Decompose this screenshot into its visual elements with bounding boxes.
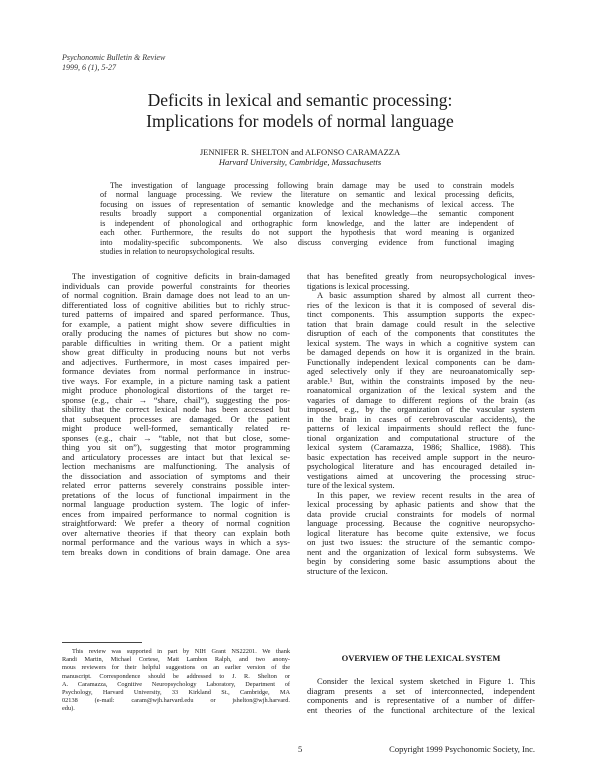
body-line: data provide crucial constraints for models of normal [307,508,535,519]
body-line: in the brain in cases of cerebrovascular accidents), the [307,413,535,424]
footnote [62,648,290,714]
body-line: ent theories of the functional architecture of the lexical [307,704,535,715]
body-line: tinct components. This assumption supports the expec- [307,309,535,319]
body-line: ries of the lexicon is that it is composed of several dis- [307,299,535,310]
journal-issue: 1999, 6 (1), 5-27 [62,63,116,72]
body-line: psychological literature and has encouraged detailed in- [307,461,535,471]
body-line: In this paper, we review recent results in the area of [317,489,535,500]
title-line-1: Deficits in lexical and semantic processing: [147,90,453,110]
body-line: A basic assumption shared by almost all current theo- [317,290,535,300]
footnote-line: manuscript. Correspondence should be addressed to J. R. Shelton or [62,672,290,680]
body-line: nent and the organization of lexical form subsystems. We [307,546,535,557]
authors: JENNIFER R. SHELTON and ALFONSO CARAMAZZA [199,147,401,157]
body-line: related error patterns severely constrains possible inter- [62,480,290,490]
footnote-line: 02138 (e-mail: caram@wjh.harvard.edu or jshelton@wjh.harvard. [62,697,290,705]
body-line: lexical processing by aphasic patients and show that the [307,499,535,509]
body-line: Consider the lexical system sketched in Figure 1. This [317,676,535,686]
body-line: begin by considering some basic assumptions about the [307,556,535,566]
footnote-line: mous reviewers for their helpful suggestions on an earlier version of the [62,664,290,672]
body-line: might produce well-formed, semantically related re- [62,423,290,433]
body-line: tation that brain damage could result in the selective [307,318,535,329]
abstract-line: each other. Furthermore, the results do not support the hypothesis that word meaning is organized [100,228,514,238]
body-line: on just two issues: the structure of the semantic compo- [307,537,535,547]
body-line: basic expectation has received ample support in the neuro- [307,451,535,462]
abstract-line: into modality-specific subcomponents. We also discuss converging evidence from functional imaging [100,237,514,247]
footnote-divider [62,642,142,643]
body-line: show great difficulty in producing nouns but not verbs [62,347,290,357]
body-line: that subsequent processes are damaged. Or the patient [62,413,290,424]
footnote-line: edu). [62,705,75,713]
body-line: logical literature has become quite extensive, we focus [307,527,535,538]
body-line: individuals can provide powerful constraints for theories [62,280,290,291]
body-line: disruption of each of the components that constitutes the [307,328,535,338]
paper-title [0,90,600,132]
footnote-line: This review was supported in part by NIH Grant NS22201. We thank [72,648,290,655]
body-left-column [62,272,290,557]
body-line: The investigation of cognitive deficits in brain-damaged [72,271,290,281]
body-line: language processing. Because the cognitive neuropsycho- [307,518,535,528]
body-line: tive ways. For example, in a picture naming task a patient [62,375,290,386]
body-right-column [307,272,535,576]
section-heading: OVERVIEW OF THE LEXICAL SYSTEM [341,653,501,663]
affiliation: Harvard University, Cambridge, Massachusetts [218,157,382,167]
section-body [307,677,535,715]
body-line: tured patterns of impaired and spared performance. Thus, [62,309,290,319]
footnote-line: Randi Martin, Michael Cortese, Matt Lambon Ralph, and two anony- [62,656,290,664]
body-line: parable difficulties in writing them. Or a patient might [62,337,290,348]
body-line: structure of the lexicon. [307,565,388,576]
body-line: normal performance and the various ways in which a sys- [62,537,290,547]
body-line: lexical system. The ways in which a cognitive system can [307,337,535,348]
body-line: that has benefited greatly from neuropsychological inves- [307,271,535,281]
body-line: pretations of the locus of functional impairment in the [62,489,290,500]
body-line: lexical system (Caramazza, 1986; Shallice, 1988). This [307,442,535,452]
copyright-notice: Copyright 1999 Psychonomic Society, Inc. [389,744,535,754]
abstract-line: focusing on issues of representation of semantic knowledge and the mechanisms of lexical access. The [100,199,514,209]
body-line: orally producing the names of pictures but show no com- [62,328,290,338]
body-line: and adjectives. Furthermore, in most cases impaired per- [62,356,290,367]
body-line: ture of the lexical system. [307,480,395,490]
journal-name: Psychonomic Bulletin & Review [62,53,166,62]
body-line: diagram presents a set of interconnected, independent [307,685,535,696]
abstract-line: is independent of phonological and orthographic form knowledge, and the latter are independent of [100,218,514,228]
body-line: be damaged depends on how it is organized in the brain. [307,347,535,357]
body-line: and articulatory processes are intact but that lexical se- [62,451,290,462]
body-line: imposed, e.g., by the organization of the vascular system [307,404,535,414]
body-line: might produce phonological distortions of the target re- [62,385,290,395]
body-line: thing you sit on”), suggesting that motor programming [62,442,290,452]
body-line: ences from impaired performance to normal cognition is [62,508,290,519]
body-line: vestigations aimed at uncovering the processing struc- [307,470,535,481]
body-line: tem breaks down in conditions of brain damage. One area [62,546,290,557]
body-line: straightforward: We prefer a theory of normal cognition [62,518,290,528]
body-line: components and is representative of a number of differ- [307,695,535,705]
body-line: sponses (e.g., chair → “table, not that but close, some- [62,432,290,443]
body-line: the dissociation and association of symptoms and their [62,470,290,481]
abstract-line: studies in relation to neuropsychological results. [100,247,255,257]
footnote-line: Psychology, Harvard University, 33 Kirkland St., Cambridge, MA [62,689,290,697]
body-line: tional organization and computational structure of the [307,432,535,443]
abstract [100,181,514,257]
footnote-line: A. Caramazza, Cognitive Neuropsychology Laboratory, Department of [62,680,290,688]
journal-citation [62,53,165,73]
abstract-line: results broadly support a componential organization of lexical knowledge—the semantic component [100,209,514,219]
body-line: patterns of lexical impairments should reflect the func- [307,423,535,433]
body-line: vagaries of damage to different regions of the brain (as [307,394,535,405]
body-line: Functionally independent lexical components can be dam- [307,356,535,367]
body-line: formance deviates from normal performance in instruc- [62,366,290,376]
body-line: aged selectively only if they are neuroanatomically sep- [307,366,535,376]
body-line: sibility that the correct lexical node has been accessed but [62,404,290,414]
body-line: differentiated loss of cognitive abilities but to richly struc- [62,299,290,310]
body-line: sponse (e.g., chair → “share, chail”), suggesting the pos- [62,394,290,405]
body-line: normal language production system. The logic of infer- [62,499,290,509]
abstract-line: of normal language processing. We review the literature on semantic and lexical processing deficits, [100,190,514,200]
body-line: lection mechanisms are malfunctioning. The analysis of [62,461,290,471]
body-line: arable.¹ But, within the constraints imposed by the neu- [307,375,535,386]
body-line: for example, a patient might show severe difficulties in [62,318,290,329]
abstract-line: The investigation of language processing following brain damage may be used to constrain models [110,181,514,190]
body-line: tigations is lexical processing. [307,280,410,291]
page-number: 5 [298,744,303,754]
body-line: roanatomical organization of the lexical system and the [307,385,535,395]
title-line-2: Implications for models of normal language [146,111,454,131]
body-line: of normal cognition. Brain damage does not lead to an un- [62,290,290,300]
body-line: over alternative theories if that theory can explain both [62,527,290,538]
